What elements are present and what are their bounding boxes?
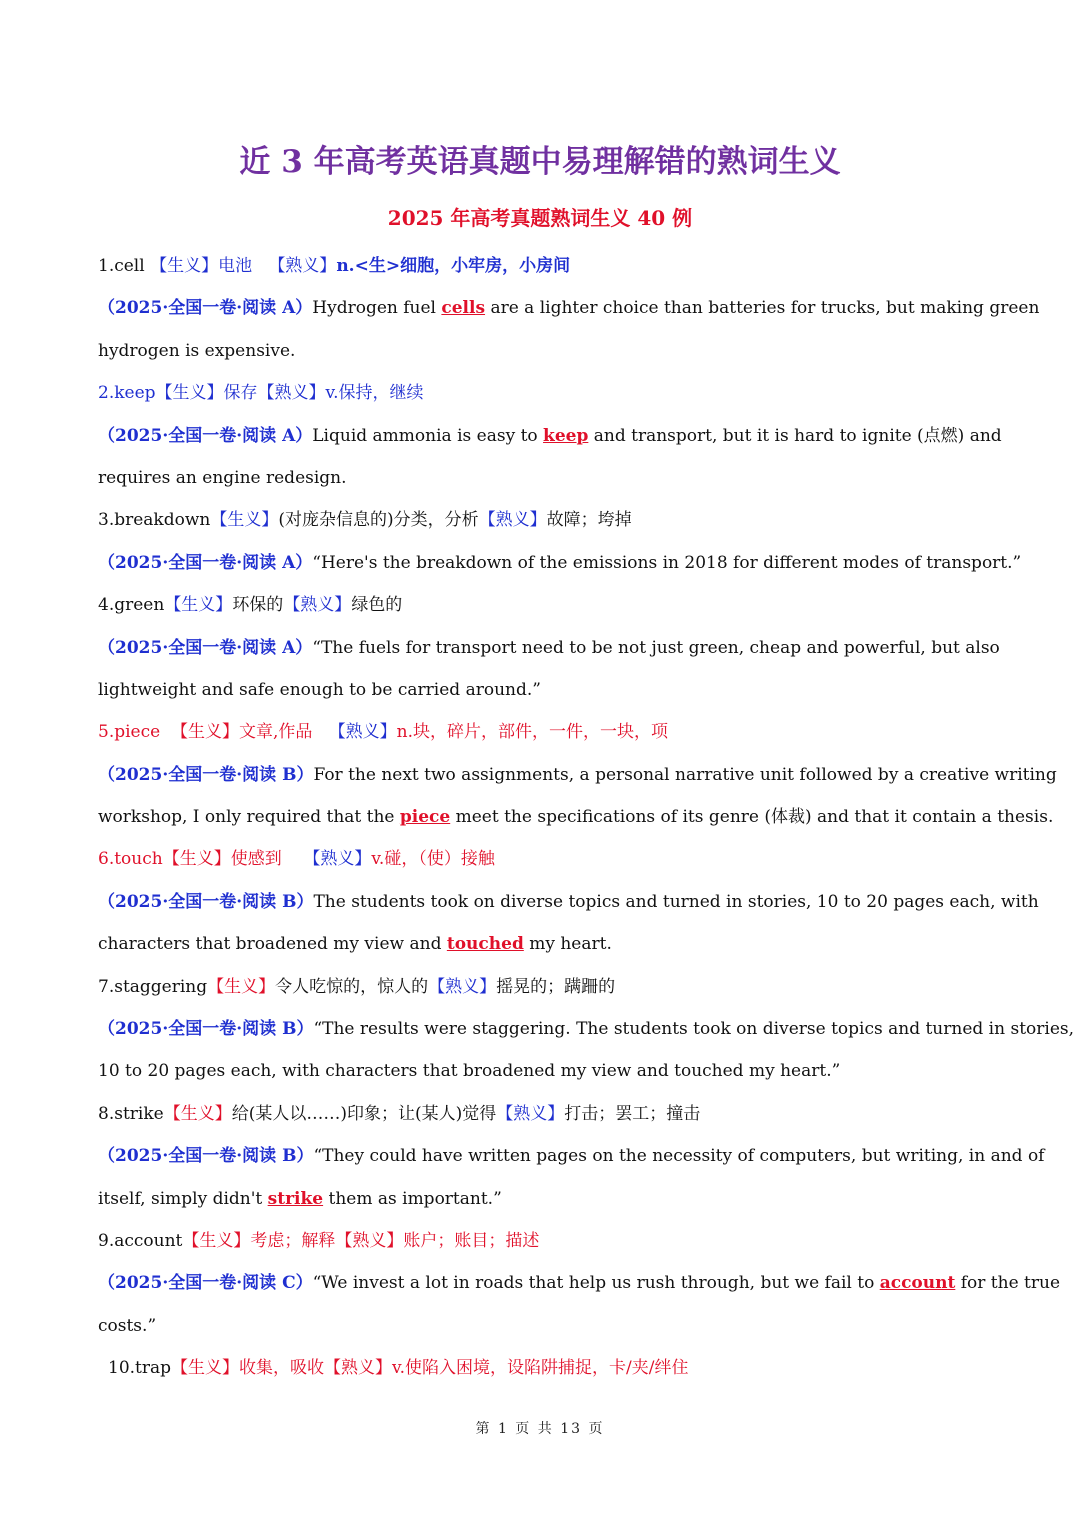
- keyword: cells: [441, 298, 486, 319]
- example-text: costs.”: [98, 1315, 157, 1336]
- shu-meaning: 账户；账目；描述: [403, 1230, 540, 1251]
- keyword: keep: [543, 425, 589, 446]
- entry-head: [98, 245, 982, 287]
- source-label: （2025·全国一卷·阅读 B）: [98, 1146, 314, 1167]
- shu-meaning: v.保持，继续: [325, 383, 424, 404]
- shu-tag: 【熟义】: [257, 383, 326, 404]
- example-text: “The fuels for transport need to be not just green, cheap and powerful, but also: [312, 637, 1000, 658]
- example-line: [98, 669, 982, 711]
- sheng-meaning: 电池: [218, 256, 253, 276]
- page-title: 近 3 年高考英语真题中易理解错的熟词生义: [239, 144, 841, 180]
- example-text: “The results were staggering. The students took on diverse topics and turned in stories,: [313, 1019, 1075, 1040]
- entry-head: [98, 1220, 982, 1262]
- example-text: lightweight and safe enough to be carried around.”: [98, 679, 541, 700]
- example-text: workshop, I only required that the: [98, 807, 400, 828]
- source-label: （2025·全国一卷·阅读 B）: [98, 1019, 314, 1040]
- example-line: [98, 542, 1022, 584]
- shu-tag: 【熟义】: [324, 1358, 393, 1379]
- shu-tag: 【熟义】: [328, 722, 397, 743]
- entry-word: 10.trap: [108, 1358, 172, 1379]
- sheng-meaning: (对庞杂信息的)分类，分析: [278, 510, 479, 531]
- shu-meaning: v.碰，（使）接触: [371, 849, 495, 870]
- example-line: [98, 1262, 1061, 1304]
- entry-word: 2.keep: [98, 383, 156, 404]
- entry-head: [98, 584, 982, 626]
- shu-meaning: n.<生>细胞，小牢房，小房间: [336, 256, 571, 276]
- entry-word: 4.green: [98, 595, 165, 616]
- example-line: [98, 754, 1057, 796]
- sheng-tag: 【生义】: [171, 1358, 240, 1379]
- source-label: （2025·全国一卷·阅读 A）: [98, 298, 313, 319]
- sheng-meaning: 给(某人以……)印象；让(某人)觉得: [231, 1103, 497, 1124]
- entry-word: 7.staggering: [98, 976, 208, 997]
- example-line: [98, 796, 1054, 838]
- example-text: Liquid ammonia is easy to: [312, 425, 544, 446]
- entry-word: 8.strike: [98, 1103, 164, 1124]
- example-line: [98, 1135, 1045, 1177]
- example-text: Hydrogen fuel: [312, 298, 442, 319]
- example-text: meet the specifications of its genre (体裁) and that it contain a thesis.: [450, 807, 1054, 828]
- page-footer: 第 1 页 共 13 页: [475, 1421, 605, 1437]
- example-line: [98, 1008, 1075, 1050]
- example-text: characters that broadened my view and: [98, 934, 447, 955]
- example-line: [98, 287, 1040, 329]
- example-line: [98, 1050, 982, 1092]
- keyword: piece: [399, 807, 451, 828]
- example-line: [98, 415, 1002, 457]
- entry-word: 3.breakdown: [98, 510, 211, 531]
- entries-list: [98, 245, 1075, 1390]
- shu-tag: 【熟义】: [303, 849, 372, 870]
- entry-head: [98, 372, 982, 414]
- source-label: （2025·全国一卷·阅读 A）: [98, 637, 313, 658]
- example-text: and transport, but it is hard to ignite (点燃) and: [588, 425, 1002, 446]
- sheng-tag: 【生义】: [171, 722, 239, 743]
- shu-meaning: 摇晃的；蹒跚的: [496, 976, 616, 997]
- example-text: “They could have written pages on the necessity of computers, but writing, in and of: [313, 1146, 1045, 1167]
- sheng-tag: 【生义】: [150, 256, 219, 276]
- source-label: （2025·全国一卷·阅读 A）: [98, 552, 313, 573]
- shu-meaning: n.块，碎片，部件，一件，一块，项: [396, 722, 668, 743]
- shu-meaning: 绿色的: [351, 595, 403, 616]
- example-text: 10 to 20 pages each, with characters that broadened my view and touched my heart.”: [98, 1061, 841, 1082]
- shu-tag: 【熟义】: [428, 976, 497, 997]
- entry-head: [98, 1347, 982, 1389]
- page-subtitle: 2025 年高考真题熟词生义 40 例: [387, 206, 693, 230]
- example-text: requires an engine redesign.: [98, 467, 347, 488]
- example-text: “Here's the breakdown of the emissions in 2018 for different modes of transport.”: [312, 552, 1022, 573]
- sheng-meaning: 考虑；解释: [250, 1230, 336, 1251]
- example-text: are a lighter choice than batteries for trucks, but making green: [485, 298, 1040, 319]
- example-line: [98, 457, 982, 499]
- keyword: strike: [267, 1188, 324, 1209]
- sheng-meaning: 保存: [223, 383, 258, 404]
- sheng-tag: 【生义】: [210, 510, 279, 531]
- source-label: （2025·全国一卷·阅读 C）: [98, 1273, 313, 1294]
- shu-tag: 【熟义】: [478, 510, 547, 531]
- shu-tag: 【熟义】: [268, 256, 337, 276]
- example-line: [98, 923, 982, 965]
- sheng-tag: 【生义】: [182, 1230, 251, 1251]
- sheng-meaning: 文章,作品: [239, 722, 313, 743]
- sheng-tag: 【生义】: [163, 1103, 232, 1124]
- sheng-tag: 【生义】: [162, 849, 231, 870]
- example-line: [98, 1178, 982, 1220]
- entry-head: [98, 1093, 982, 1135]
- entry-head: [98, 966, 982, 1008]
- shu-tag: 【熟义】: [496, 1103, 565, 1124]
- sheng-meaning: 收集，吸收: [239, 1358, 325, 1379]
- entry-head: [98, 838, 982, 880]
- entry-head: [98, 711, 982, 753]
- shu-meaning: v.使陷入困境，设陷阱捕捉，卡/夹/绊住: [392, 1358, 689, 1379]
- source-label: （2025·全国一卷·阅读 B）: [98, 764, 314, 785]
- example-text: for the true: [955, 1273, 1061, 1294]
- entry-word: 6.touch: [98, 849, 163, 870]
- shu-meaning: 打击；罢工；撞击: [564, 1103, 701, 1124]
- example-line: [98, 330, 982, 372]
- keyword: account: [879, 1273, 956, 1294]
- example-text: my heart.: [523, 934, 612, 955]
- sheng-tag: 【生义】: [155, 383, 224, 404]
- sheng-meaning: 使感到: [230, 849, 282, 870]
- example-text: “We invest a lot in roads that help us rush through, but we fail to: [312, 1273, 880, 1294]
- example-text: hydrogen is expensive.: [98, 340, 296, 361]
- keyword: touched: [446, 934, 524, 955]
- sheng-meaning: 令人吃惊的，惊人的: [275, 976, 429, 997]
- example-line: [98, 1305, 982, 1347]
- sheng-meaning: 环保的: [232, 595, 284, 616]
- example-text: The students took on diverse topics and turned in stories, 10 to 20 pages each, with: [313, 891, 1039, 912]
- example-line: [98, 627, 1000, 669]
- example-text: itself, simply didn't: [98, 1188, 268, 1209]
- entry-word: 5.piece: [98, 722, 161, 743]
- shu-meaning: 故障；垮掉: [546, 510, 632, 531]
- source-label: （2025·全国一卷·阅读 A）: [98, 425, 313, 446]
- entry-head: [98, 499, 982, 541]
- shu-tag: 【熟义】: [335, 1230, 404, 1251]
- sheng-tag: 【生义】: [164, 595, 233, 616]
- sheng-tag: 【生义】: [207, 976, 276, 997]
- entry-word: 1.cell: [98, 256, 145, 276]
- example-text: For the next two assignments, a personal narrative unit followed by a creative writing: [313, 764, 1057, 785]
- entry-word: 9.account: [98, 1230, 183, 1251]
- example-line: [98, 881, 1039, 923]
- shu-tag: 【熟义】: [283, 595, 352, 616]
- source-label: （2025·全国一卷·阅读 B）: [98, 891, 314, 912]
- example-text: them as important.”: [323, 1188, 502, 1209]
